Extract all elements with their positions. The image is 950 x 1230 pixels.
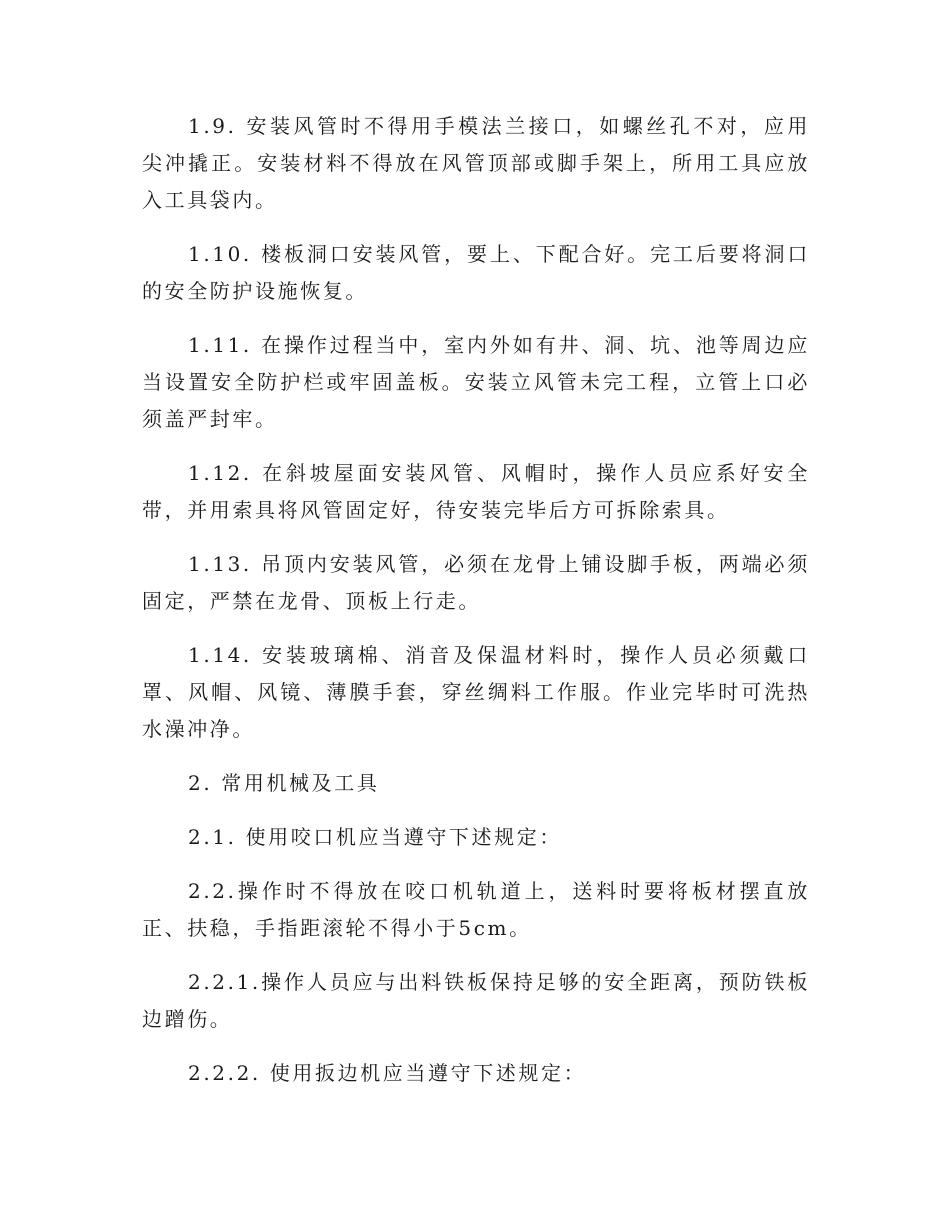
document-body [142, 108, 810, 1109]
paragraph-1-11: 1.11. 在操作过程当中，室内外如有井、洞、坑、池等周边应当设置安全防护栏或牢固盖板。安装立风管未完工程，立管上口必须盖严封牢。 [142, 333, 810, 431]
paragraph-1-10: 1.10. 楼板洞口安装风管，要上、下配合好。完工后要将洞口的安全防护设施恢复。 [142, 242, 810, 303]
paragraph-1-12: 1.12. 在斜坡屋面安装风管、风帽时，操作人员应系好安全带，并用索具将风管固定好，待安装完毕后方可拆除索具。 [142, 461, 810, 522]
paragraph-2-2-2: 2.2.2. 使用扳边机应当遵守下述规定： [188, 1061, 587, 1085]
paragraph-1-14: 1.14. 安装玻璃棉、消音及保温材料时，操作人员必须戴口罩、风帽、风镜、薄膜手套，穿丝绸料工作服。作业完毕时可洗热水澡冲净。 [142, 643, 810, 741]
paragraph-2-2-1: 2.2.1.操作人员应与出料铁板保持足够的安全距离，预防铁板边蹭伤。 [142, 970, 810, 1031]
paragraph-1-13: 1.13. 吊顶内安装风管，必须在龙骨上铺设脚手板，两端必须固定，严禁在龙骨、顶板上行走。 [142, 552, 810, 613]
paragraph-2-2: 2.2.操作时不得放在咬口机轨道上，送料时要将板材摆直放正、扶稳，手指距滚轮不得小于5cm。 [142, 879, 810, 940]
section-heading-2: 2. 常用机械及工具 [188, 771, 380, 795]
paragraph-2-1: 2.1. 使用咬口机应当遵守下述规定： [188, 825, 562, 849]
paragraph-1-9: 1.9. 安装风管时不得用手模法兰接口，如螺丝孔不对，应用尖冲撬正。安装材料不得放在风管顶部或脚手架上，所用工具应放入工具袋内。 [142, 114, 810, 212]
